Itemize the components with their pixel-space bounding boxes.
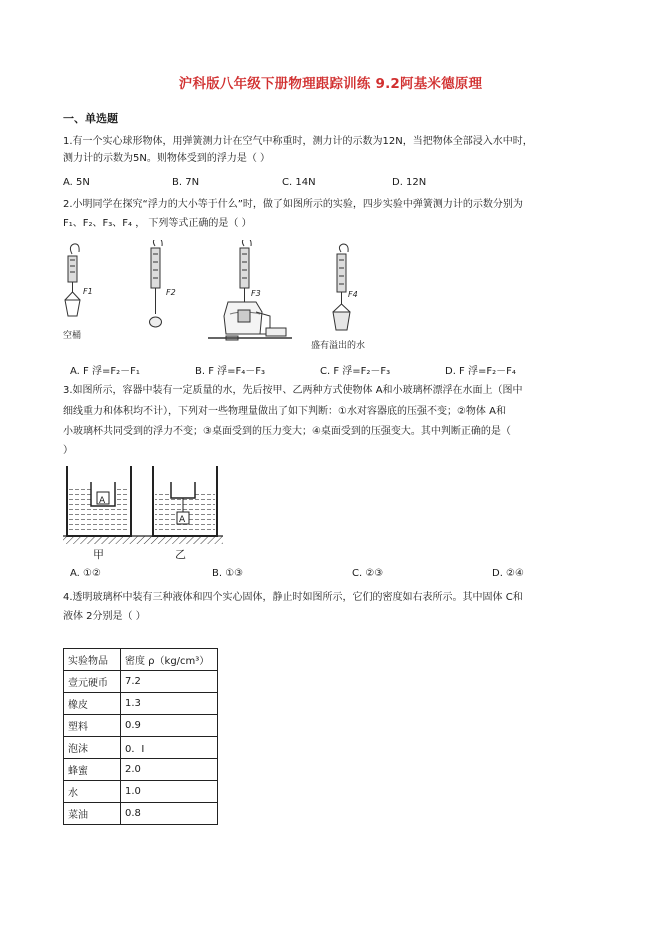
item-density: 7.2 — [121, 671, 218, 693]
caption-yi: 乙 — [175, 548, 186, 561]
table-row — [64, 671, 218, 693]
item-density: 1.3 — [121, 693, 218, 715]
section-heading: 一、单选题 — [63, 112, 118, 125]
block-a-label-jia: A — [99, 496, 106, 506]
q1-option-b: B. 7N — [172, 177, 200, 188]
header-item: 实验物品 — [64, 649, 121, 671]
label-f2: F2 — [166, 288, 176, 297]
caption-empty-bucket: 空桶 — [63, 331, 82, 341]
q1-option-a: A. 5N — [63, 177, 90, 188]
question-3-line-3: 小玻璃杯共同受到的浮力不变；③桌面受到的压力变大；④桌面受到的压强变大。其中判断正确的是（ — [63, 426, 511, 437]
label-f4: F4 — [348, 290, 358, 299]
item-name: 蜂蜜 — [64, 759, 121, 781]
q2-option-c: C. F 浮=F₂－F₃ — [320, 366, 391, 377]
item-density: 0．I — [121, 737, 218, 759]
question-4-line-2: 液体 2分别是（ ） — [63, 611, 146, 622]
caption-overflow-water: 盛有溢出的水 — [311, 341, 366, 351]
q1-option-c: C. 14N — [282, 177, 316, 188]
item-name: 塑料 — [64, 715, 121, 737]
question-2-line-2: F₁、F₂、F₃、F₄ ， 下列等式正确的是（ ） — [63, 218, 252, 229]
q2-experiment-figure — [58, 240, 378, 352]
table-row — [64, 781, 218, 803]
item-name: 壹元硬币 — [64, 671, 121, 693]
q2-option-a: A. F 浮=F₂－F₁ — [70, 366, 140, 377]
item-name: 菜油 — [64, 803, 121, 825]
q1-option-d: D. 12N — [392, 177, 427, 188]
table-header-row — [64, 649, 218, 671]
item-name: 水 — [64, 781, 121, 803]
caption-jia: 甲 — [93, 548, 104, 561]
q2-option-d: D. F 浮=F₂－F₄ — [445, 366, 516, 377]
question-3-line-1: 3.如图所示，容器中装有一定质量的水，先后按甲、乙两种方式使物体 A和小玻璃杯漂浮在水面上（图中 — [63, 385, 523, 396]
block-a-label-yi: A — [179, 515, 186, 525]
question-1-line-2: 测力计的示数为5N。则物体受到的浮力是（ ） — [63, 153, 271, 164]
table-row — [64, 759, 218, 781]
q3-option-b: B. ①③ — [212, 568, 244, 579]
table-row — [64, 693, 218, 715]
question-1-line-1: 1.有一个实心球形物体，用弹簧测力计在空气中称重时，测力计的示数为12N，当把物体全部浸入水中时， — [63, 136, 533, 147]
q2-option-b: B. F 浮=F₄－F₃ — [195, 366, 266, 377]
item-name: 橡皮 — [64, 693, 121, 715]
step4-spring-balance — [333, 244, 350, 330]
table-row — [64, 803, 218, 825]
question-3-line-2: 细线重力和体积均不计），下列对一些物理量做出了如下判断：①水对容器底的压强不变；②物体 A和 — [63, 406, 506, 417]
page-title: 沪科版八年级下册物理跟踪训练 9.2阿基米德原理 — [178, 76, 483, 92]
q3-option-d: D. ②④ — [492, 568, 524, 579]
label-f3: F3 — [251, 289, 261, 298]
step1-spring-balance — [65, 244, 80, 316]
question-3-line-4: ） — [63, 445, 73, 456]
density-table — [63, 648, 218, 825]
step2-spring-balance — [150, 240, 163, 327]
question-4-line-1: 4.透明玻璃杯中装有三种液体和四个实心固体，静止时如图所示，它们的密度如右表所示。其中固体 C和 — [63, 592, 523, 603]
table-hatch — [63, 536, 223, 544]
item-density: 1.0 — [121, 781, 218, 803]
header-density: 密度 ρ（kg/cm³） — [121, 649, 218, 671]
container-yi — [153, 466, 217, 536]
label-f1: F1 — [83, 287, 93, 296]
question-2-line-1: 2.小明同学在探究“浮力的大小等于什么”时，做了如图所示的实验，四步实验中弹簧测力计的示数分别为 — [63, 199, 523, 210]
item-density: 2.0 — [121, 759, 218, 781]
item-density: 0.9 — [121, 715, 218, 737]
table-row — [64, 715, 218, 737]
item-density: 0.8 — [121, 803, 218, 825]
q3-option-a: A. ①② — [70, 568, 101, 579]
q3-container-figure — [63, 462, 223, 562]
table-row — [64, 737, 218, 759]
q3-option-c: C. ②③ — [352, 568, 384, 579]
item-name: 泡沫 — [64, 737, 121, 759]
